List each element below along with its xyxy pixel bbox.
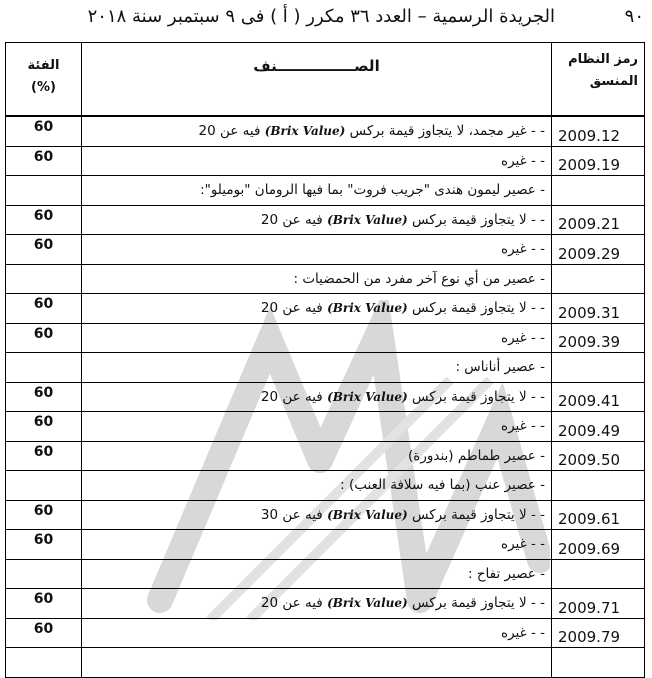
category-column-header [6,43,82,117]
category-rate: 60 [6,500,82,530]
category-rate [6,176,82,206]
description-suffix: فيه عن 20 [198,123,265,140]
table-body [6,116,645,677]
item-description [82,412,552,442]
category-rate: 60 [6,412,82,442]
table-row [6,382,645,412]
brix-value-term: (Brix Value) [264,124,346,139]
table-row [6,412,645,442]
code-column-header [552,43,645,117]
table-row [6,176,645,206]
table-row [6,559,645,589]
category-rate: 60 [6,294,82,324]
table-row [6,471,645,501]
table-row [6,323,645,353]
hs-code: 2009.39 [552,323,645,353]
item-description [82,235,552,265]
table-row [6,618,645,648]
category-rate: 60 [6,205,82,235]
category-header-unit: (%) [31,80,56,95]
hs-code: 2009.12 [552,116,645,146]
description-text: - - غيره [501,536,545,553]
item-description [82,205,552,235]
table-row [6,235,645,265]
description-text: - - غيره [501,241,545,258]
item-description [82,264,552,294]
category-rate [6,353,82,383]
category-rate: 60 [6,441,82,471]
description-suffix: فيه عن 20 [260,595,328,612]
description-text: - عصير طماطم (بندورة) [408,447,545,464]
brix-value-term: (Brix Value) [327,301,408,316]
hs-code: 2009.50 [552,441,645,471]
hs-code [552,353,645,383]
brix-value-term: (Brix Value) [327,507,408,522]
item-description [82,382,552,412]
category-rate: 60 [6,589,82,619]
description-text: - - لا يتجاوز قيمة بركس [407,595,545,612]
hs-code [552,648,645,678]
description-text: - عصير عنب (بما فيه سلافة العنب) : [340,477,545,494]
category-rate [6,471,82,501]
hs-code: 2009.21 [552,205,645,235]
description-text: - عصير تفاح : [468,565,545,582]
category-rate: 60 [6,530,82,560]
item-description [82,116,552,146]
category-rate [6,264,82,294]
table-row [6,146,645,176]
item-description [82,648,552,678]
table-row [6,589,645,619]
hs-code [552,176,645,206]
category-rate: 60 [6,323,82,353]
hs-code: 2009.61 [552,500,645,530]
description-text: - - غيره [501,418,545,435]
description-text: - - لا يتجاوز قيمة بركس [407,388,545,405]
description-text: - - غيره [501,624,545,641]
table-row [6,294,645,324]
description-text: - عصير من أي نوع آخر مفرد من الحمضيات : [293,270,545,287]
hs-code: 2009.29 [552,235,645,265]
hs-code: 2009.71 [552,589,645,619]
item-description [82,176,552,206]
description-text: - - لا يتجاوز قيمة بركس [407,506,545,523]
table-row [6,353,645,383]
table-row [6,530,645,560]
description-text: - - غيره [501,152,545,169]
brix-value-term: (Brix Value) [327,596,408,611]
description-text: - عصير ليمون هندى "جريب فروت" بما فيها الرومان "بوميلو": [200,182,545,199]
hs-code: 2009.79 [552,618,645,648]
description-text: - - لا يتجاوز قيمة بركس [407,211,545,228]
category-rate: 60 [6,235,82,265]
category-rate: 60 [6,382,82,412]
description-text: - - غيره [501,329,545,346]
table-row [6,648,645,678]
category-rate: 60 [6,146,82,176]
hs-code: 2009.49 [552,412,645,442]
item-description [82,471,552,501]
table-row [6,116,645,146]
table-row [6,500,645,530]
category-rate: 60 [6,618,82,648]
hs-code: 2009.69 [552,530,645,560]
description-text: - - لا يتجاوز قيمة بركس [407,300,545,317]
item-description [82,294,552,324]
hs-code [552,264,645,294]
description-suffix: فيه عن 20 [260,211,328,228]
description-suffix: فيه عن 20 [260,388,328,405]
description-column-header: الصـــــــــــــــنف [82,43,552,117]
code-header-line1: رمز النظام [568,52,638,67]
brix-value-term: (Brix Value) [327,389,408,404]
brix-value-term: (Brix Value) [327,212,408,227]
item-description [82,559,552,589]
hs-code: 2009.41 [552,382,645,412]
item-description [82,323,552,353]
table-row [6,205,645,235]
category-header-label: الفئة [27,58,60,73]
gazette-title: الجريدة الرسمية – العدد ٣٦ مكرر ( أ ) فى ٩ سبتمبر سنة ٢٠١٨ [87,6,555,27]
hs-code [552,559,645,589]
category-rate: 60 [6,116,82,146]
tariff-table [5,42,645,678]
item-description [82,500,552,530]
item-description [82,618,552,648]
item-description [82,589,552,619]
hs-code: 2009.31 [552,294,645,324]
category-rate [6,559,82,589]
category-rate [6,648,82,678]
hs-code: 2009.19 [552,146,645,176]
code-header-line2: المنسق [589,74,638,89]
description-suffix: فيه عن 20 [260,300,328,317]
item-description [82,530,552,560]
item-description [82,353,552,383]
item-description [82,441,552,471]
description-text: - - غير مجمد، لا يتجاوز قيمة بركس [345,123,545,140]
table-header-row [6,43,645,117]
page-header [0,0,652,30]
item-description [82,146,552,176]
table-row [6,441,645,471]
table-row [6,264,645,294]
description-suffix: فيه عن 30 [260,506,328,523]
page-number: ٩٠ [624,6,644,27]
hs-code [552,471,645,501]
description-text: - عصير أناناس : [455,359,545,376]
